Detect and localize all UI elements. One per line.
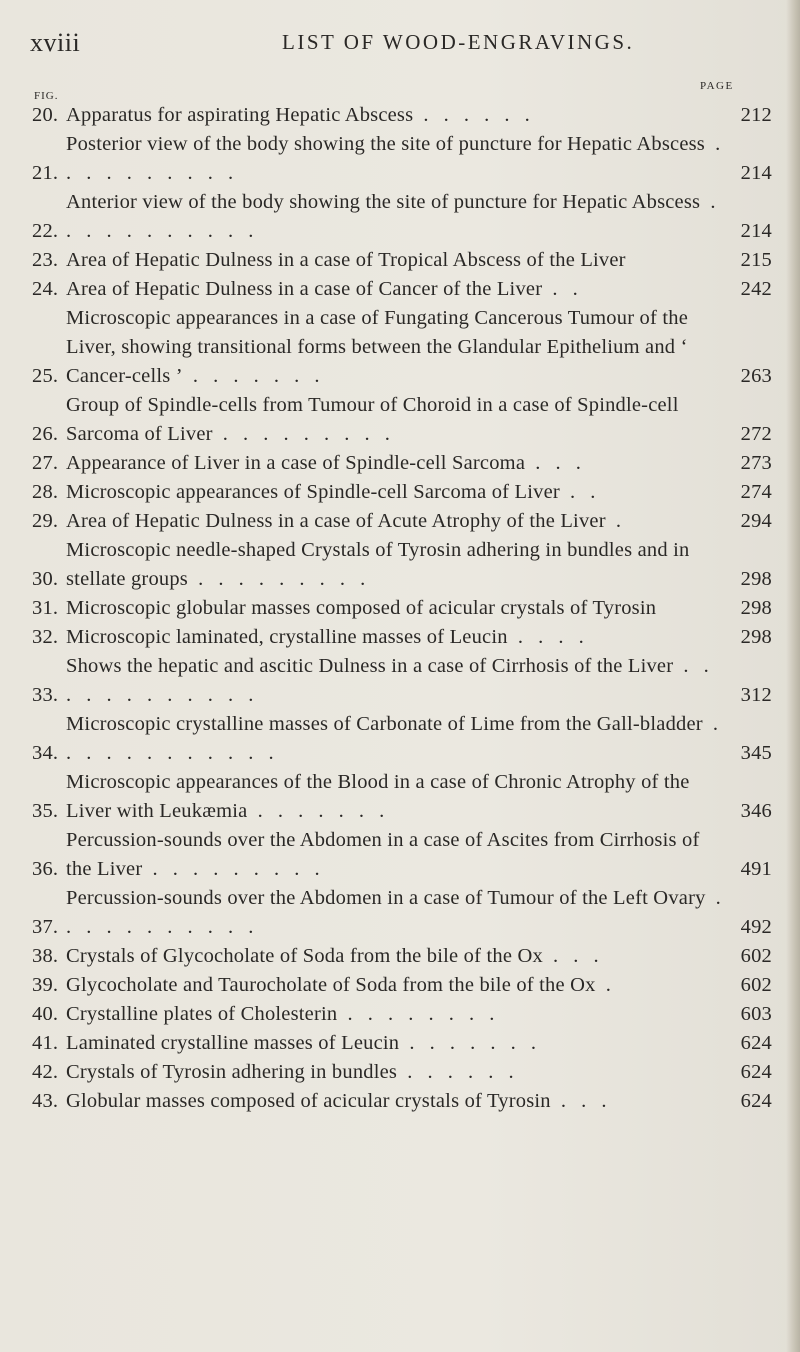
page-number: 298 [740, 626, 772, 648]
figure-caption: Crystals of Tyrosin adhering in bundles [66, 1061, 398, 1083]
figure-number: 37. [32, 916, 59, 938]
figure-number: 20. [32, 104, 59, 126]
figure-caption-line [66, 1029, 730, 1058]
page-number: 214 [740, 162, 772, 184]
list-item [32, 536, 772, 594]
leader-dots: . . . [542, 945, 604, 967]
figure-caption-line [66, 536, 730, 594]
figure-number: 31. [32, 597, 59, 619]
figure-caption-line [66, 884, 730, 942]
list-item [32, 710, 772, 768]
figure-caption: Microscopic appearances in a case of Fungating Cancerous Tumour of the Liver, showing transitional forms between the Glandular Epithelium and ‘ Cancer-cells ’ [66, 307, 689, 387]
figure-number: 43. [32, 1090, 59, 1112]
figure-caption: Shows the hepatic and ascitic Dulness in a case of Cirrhosis of the Liver [66, 655, 674, 677]
list-item [32, 391, 772, 449]
leader-dots: . [605, 510, 626, 532]
leader-dots: . . . . . . . . . [142, 858, 325, 880]
figure-number: 27. [32, 452, 59, 474]
leader-dots: . . . . . . . . [337, 1003, 500, 1025]
leader-dots: . . . . [507, 626, 589, 648]
page-number: 294 [740, 510, 772, 532]
list-item [32, 507, 772, 536]
page-number: 491 [740, 858, 772, 880]
list-item [32, 652, 772, 710]
leader-dots: . . . . . . [413, 104, 535, 126]
page-edge-shadow [786, 0, 800, 1352]
figure-caption: Posterior view of the body showing the site of puncture for Hepatic Abscess [66, 133, 705, 155]
figure-number: 30. [32, 568, 59, 590]
list-item [32, 623, 772, 652]
figure-caption-line [66, 768, 730, 826]
page-number: 298 [740, 568, 772, 590]
leader-dots: . . . . . . . . . . . . [66, 713, 724, 764]
figure-number: 35. [32, 800, 59, 822]
list-item [32, 768, 772, 826]
figure-caption-line [66, 1000, 730, 1029]
figure-caption: Percussion-sounds over the Abdomen in a case of Tumour of the Left Ovary [66, 887, 706, 909]
figure-caption: Group of Spindle-cells from Tumour of Choroid in a case of Spindle-cell Sarcoma of Liver [66, 394, 679, 445]
list-item [32, 884, 772, 942]
leader-dots: . . . . . . . [182, 365, 325, 387]
figure-caption-line [66, 710, 730, 768]
list-item [32, 130, 772, 188]
fig-column-label: FIG. [34, 90, 59, 102]
figure-caption-line [66, 594, 730, 623]
leader-dots: . . . [550, 1090, 612, 1112]
page-number: 624 [740, 1061, 772, 1083]
list-item [32, 246, 772, 275]
figure-caption-line [66, 623, 730, 652]
figure-number: 42. [32, 1061, 59, 1083]
page-number: 346 [740, 800, 772, 822]
list-item [32, 304, 772, 391]
figure-caption-line [66, 391, 730, 449]
list-item [32, 594, 772, 623]
figure-number: 39. [32, 974, 59, 996]
figure-caption: Globular masses composed of acicular crystals of Tyrosin [66, 1090, 551, 1112]
page-number: 312 [740, 684, 772, 706]
figure-number: 41. [32, 1032, 59, 1054]
list-item [32, 1000, 772, 1029]
list-item [32, 942, 772, 971]
list-item [32, 275, 772, 304]
leader-dots: . . . . . . . . . . . [66, 887, 726, 938]
running-head [30, 20, 772, 60]
page-number: 602 [740, 974, 772, 996]
page-folio: xviii [30, 28, 81, 57]
figure-caption-line [66, 246, 730, 275]
leader-dots: . . . . . . . [247, 800, 390, 822]
page-number: 603 [740, 1003, 772, 1025]
leader-dots: . [595, 974, 616, 996]
list-item [32, 1029, 772, 1058]
leader-dots: . . . . . . . . . [188, 568, 371, 590]
page-number: 212 [740, 104, 772, 126]
figure-caption: Laminated crystalline masses of Leucin [66, 1032, 400, 1054]
figure-caption: Crystalline plates of Cholesterin [66, 1003, 338, 1025]
figure-caption: Microscopic appearances of the Blood in a case of Chronic Atrophy of the Liver with Leukæmia [66, 771, 690, 822]
leader-dots: . . . [525, 452, 586, 474]
figure-caption-line [66, 1087, 730, 1116]
page-number: 345 [740, 742, 772, 764]
page-number: 242 [740, 278, 772, 300]
figure-number: 23. [32, 249, 59, 271]
leader-dots: . . . . . . . . . . . [66, 191, 721, 242]
list-item [32, 449, 772, 478]
figure-caption: Anterior view of the body showing the site of puncture for Hepatic Abscess [66, 191, 701, 213]
figure-caption-line [66, 971, 730, 1000]
page-number: 214 [740, 220, 772, 242]
figure-caption: Microscopic globular masses composed of acicular crystals of Tyrosin [66, 597, 657, 619]
page-number: 215 [740, 249, 772, 271]
figure-caption: Glycocholate and Taurocholate of Soda from the bile of the Ox [66, 974, 596, 996]
engravings-list [32, 101, 772, 1116]
page-number: 273 [740, 452, 772, 474]
figure-caption-line [66, 826, 730, 884]
list-item [32, 1087, 772, 1116]
figure-number: 28. [32, 481, 59, 503]
list-item [32, 101, 772, 130]
page-number: 272 [740, 423, 772, 445]
figure-caption-line [66, 275, 730, 304]
figure-number: 29. [32, 510, 59, 532]
figure-number: 24. [32, 278, 59, 300]
figure-number: 36. [32, 858, 59, 880]
figure-caption-line [66, 1058, 730, 1087]
figure-caption: Area of Hepatic Dulness in a case of Tropical Abscess of the Liver [66, 249, 626, 271]
figure-number: 21. [32, 162, 59, 184]
figure-caption-line [66, 942, 730, 971]
figure-caption: Area of Hepatic Dulness in a case of Cancer of the Liver [66, 278, 543, 300]
leader-dots: . . . . . . . [399, 1032, 541, 1054]
figure-caption-line [66, 652, 730, 710]
page-number: 274 [740, 481, 772, 503]
figure-number: 33. [32, 684, 59, 706]
page-number: 624 [740, 1090, 772, 1112]
page-number: 624 [740, 1032, 772, 1054]
figure-caption: Apparatus for aspirating Hepatic Abscess [66, 104, 414, 126]
leader-dots: . . . . . . [397, 1061, 519, 1083]
figure-number: 26. [32, 423, 59, 445]
page-number: 298 [740, 597, 772, 619]
figure-caption-line [66, 101, 730, 130]
figure-caption-line [66, 507, 730, 536]
figure-caption: Area of Hepatic Dulness in a case of Acute Atrophy of the Liver [66, 510, 606, 532]
page-column-label: PAGE [700, 80, 734, 92]
figure-caption: Microscopic crystalline masses of Carbonate of Lime from the Gall-bladder [66, 713, 703, 735]
figure-caption-line [66, 478, 730, 507]
figure-caption-line [66, 304, 730, 391]
list-item [32, 826, 772, 884]
figure-caption: Microscopic laminated, crystalline masses of Leucin [66, 626, 508, 648]
figure-number: 40. [32, 1003, 59, 1025]
figure-number: 32. [32, 626, 59, 648]
figure-number: 22. [32, 220, 59, 242]
page-title: LIST OF WOOD-ENGRAVINGS. [282, 30, 635, 54]
figure-caption-line [66, 130, 730, 188]
figure-caption: Percussion-sounds over the Abdomen in a case of Ascites from Cirrhosis of the Liver [66, 829, 700, 880]
list-item [32, 971, 772, 1000]
leader-dots: . . . . . . . . . [212, 423, 395, 445]
leader-dots: . . [542, 278, 583, 300]
figure-caption-line [66, 188, 730, 246]
leader-dots: . . . . . . . . . . . . [66, 655, 714, 706]
figure-number: 38. [32, 945, 59, 967]
figure-caption: Microscopic appearances of Spindle-cell Sarcoma of Liver [66, 481, 560, 503]
figure-number: 34. [32, 742, 59, 764]
figure-caption: Crystals of Glycocholate of Soda from the bile of the Ox [66, 945, 543, 967]
list-item [32, 188, 772, 246]
figure-number: 25. [32, 365, 59, 387]
figure-caption-line [66, 449, 730, 478]
page-number: 602 [740, 945, 772, 967]
leader-dots: . . [559, 481, 601, 503]
figure-caption: Appearance of Liver in a case of Spindle-cell Sarcoma [66, 452, 526, 474]
list-item [32, 1058, 772, 1087]
leader-dots: . . . . . . . . . . [66, 133, 726, 184]
list-item [32, 478, 772, 507]
page-number: 492 [740, 916, 772, 938]
figure-caption: Microscopic needle-shaped Crystals of Tyrosin adhering in bundles and in stellate groups [66, 539, 690, 590]
page-number: 263 [740, 365, 772, 387]
